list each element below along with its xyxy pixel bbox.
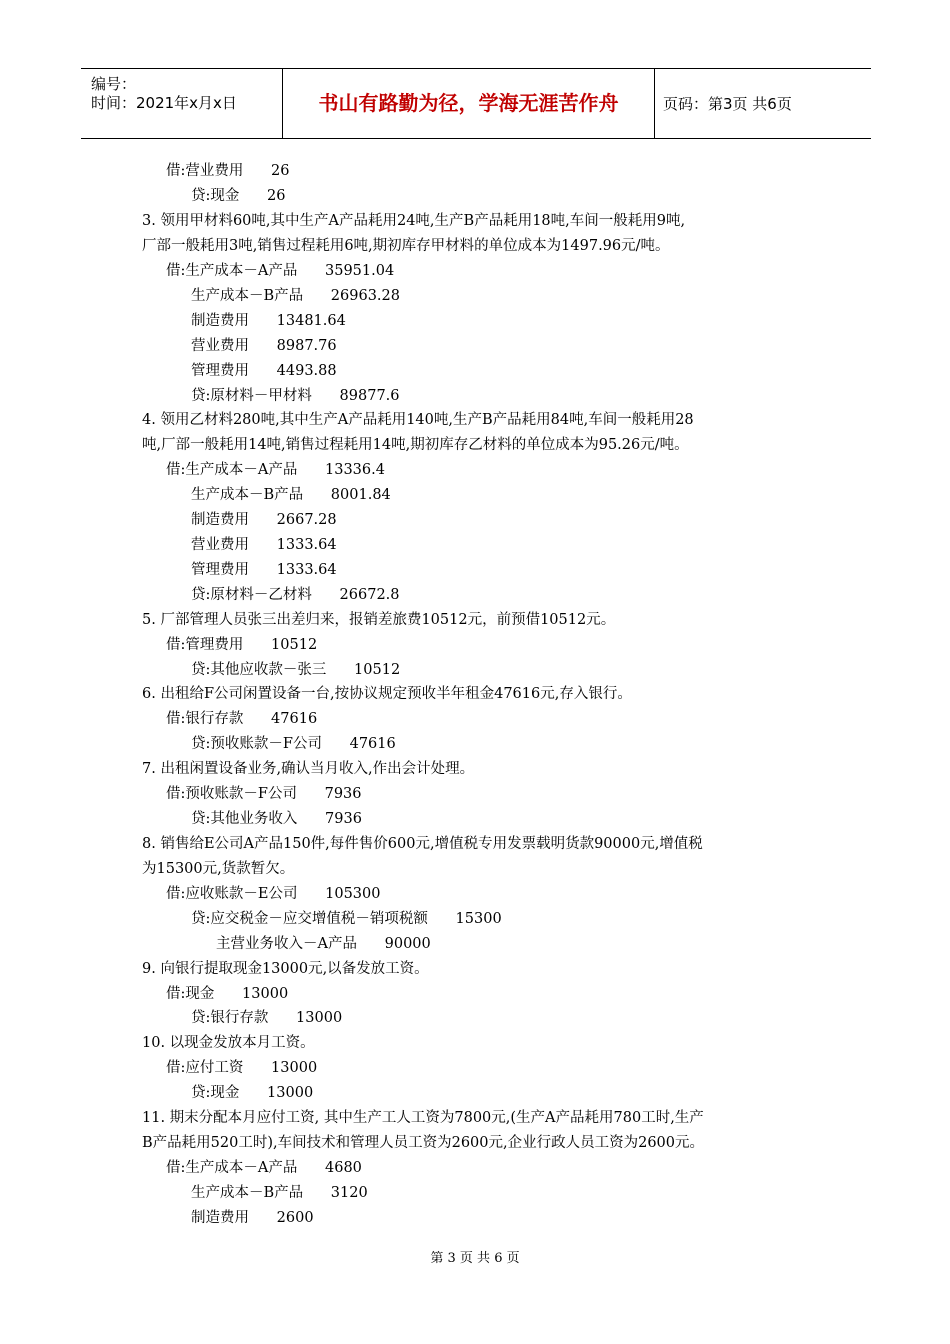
journal-line: 贷:现金 13000	[191, 1085, 314, 1101]
journal-line: 营业费用 8987.76	[191, 338, 337, 354]
journal-line: 生产成本－B产品 26963.28	[191, 288, 400, 304]
item-text: 8. 销售给E公司A产品150件,每件售价600元,增值税专用发票载明货款90000元,增值税	[142, 836, 703, 852]
item-text: 吨,厂部一般耗用14吨,销售过程耗用14吨,期初库存乙材料的单位成本为95.26元/吨。	[142, 437, 689, 453]
journal-line: 贷:原材料－乙材料 26672.8	[191, 587, 400, 603]
document-time-label: 时间：2021年x月x日	[91, 94, 237, 112]
journal-line: 贷:其他应收款－张三 10512	[191, 662, 401, 678]
item-text: B产品耗用520工时),车间技术和管理人员工资为2600元,企业行政人员工资为2600元。	[142, 1135, 705, 1151]
journal-line: 管理费用 1333.64	[191, 562, 337, 578]
journal-line: 借:管理费用 10512	[166, 637, 318, 653]
journal-line: 制造费用 13481.64	[191, 313, 346, 329]
journal-line: 贷:现金 26	[191, 188, 286, 204]
journal-line: 借:应付工资 13000	[166, 1060, 318, 1076]
journal-line: 主营业务收入－A产品 90000	[216, 936, 431, 952]
document-header	[81, 68, 871, 139]
journal-line: 管理费用 4493.88	[191, 363, 337, 379]
item-text: 11. 期末分配本月应付工资, 其中生产工人工资为7800元,(生产A产品耗用780工时,生产	[142, 1110, 704, 1126]
item-text: 9. 向银行提取现金13000元,以备发放工资。	[142, 961, 429, 977]
journal-line: 借:生产成本－A产品 13336.4	[166, 462, 385, 478]
journal-line: 制造费用 2600	[191, 1210, 314, 1226]
item-text: 10. 以现金发放本月工资。	[142, 1035, 315, 1051]
journal-line: 借:营业费用 26	[166, 163, 290, 179]
journal-line: 制造费用 2667.28	[191, 512, 337, 528]
journal-line: 借:预收账款－F公司 7936	[166, 786, 362, 802]
journal-line: 借:生产成本－A产品 35951.04	[166, 263, 395, 279]
header-page-info: 页码：第3页 共6页	[663, 95, 792, 113]
item-text: 7. 出租闲置设备业务,确认当月收入,作出会计处理。	[142, 761, 475, 777]
item-text: 3. 领用甲材料60吨,其中生产A产品耗用24吨,生产B产品耗用18吨,车间一般耗用9吨,	[142, 213, 686, 229]
journal-line: 借:现金 13000	[166, 986, 289, 1002]
journal-line: 借:应收账款－E公司 105300	[166, 886, 381, 902]
journal-line: 贷:其他业务收入 7936	[191, 811, 362, 827]
journal-line: 贷:应交税金－应交增值税－销项税额 15300	[191, 911, 502, 927]
page-footer: 第 3 页 共 6 页	[430, 1251, 520, 1266]
item-text: 5. 厂部管理人员张三出差归来，报销差旅费10512元，前预借10512元。	[142, 612, 616, 628]
item-text: 为15300元,货款暂欠。	[142, 861, 295, 877]
journal-line: 贷:原材料－甲材料 89877.6	[191, 388, 400, 404]
journal-line: 贷:银行存款 13000	[191, 1010, 343, 1026]
item-text: 6. 出租给F公司闲置设备一台,按协议规定预收半年租金47616元,存入银行。	[142, 686, 632, 702]
journal-line: 生产成本－B产品 3120	[191, 1185, 368, 1201]
journal-line: 营业费用 1333.64	[191, 537, 337, 553]
journal-line: 生产成本－B产品 8001.84	[191, 487, 391, 503]
item-text: 厂部一般耗用3吨,销售过程耗用6吨,期初库存甲材料的单位成本为1497.96元/吨。	[142, 238, 670, 254]
header-motto: 书山有路勤为径，学海无涯苦作舟	[283, 69, 655, 138]
item-text: 4. 领用乙材料280吨,其中生产A产品耗用140吨,生产B产品耗用84吨,车间一般耗用28	[142, 412, 694, 428]
journal-line: 贷:预收账款－F公司 47616	[191, 736, 396, 752]
header-meta	[81, 69, 283, 138]
journal-line: 借:银行存款 47616	[166, 711, 318, 727]
document-number-label: 编号：	[91, 75, 137, 93]
journal-line: 借:生产成本－A产品 4680	[166, 1160, 362, 1176]
